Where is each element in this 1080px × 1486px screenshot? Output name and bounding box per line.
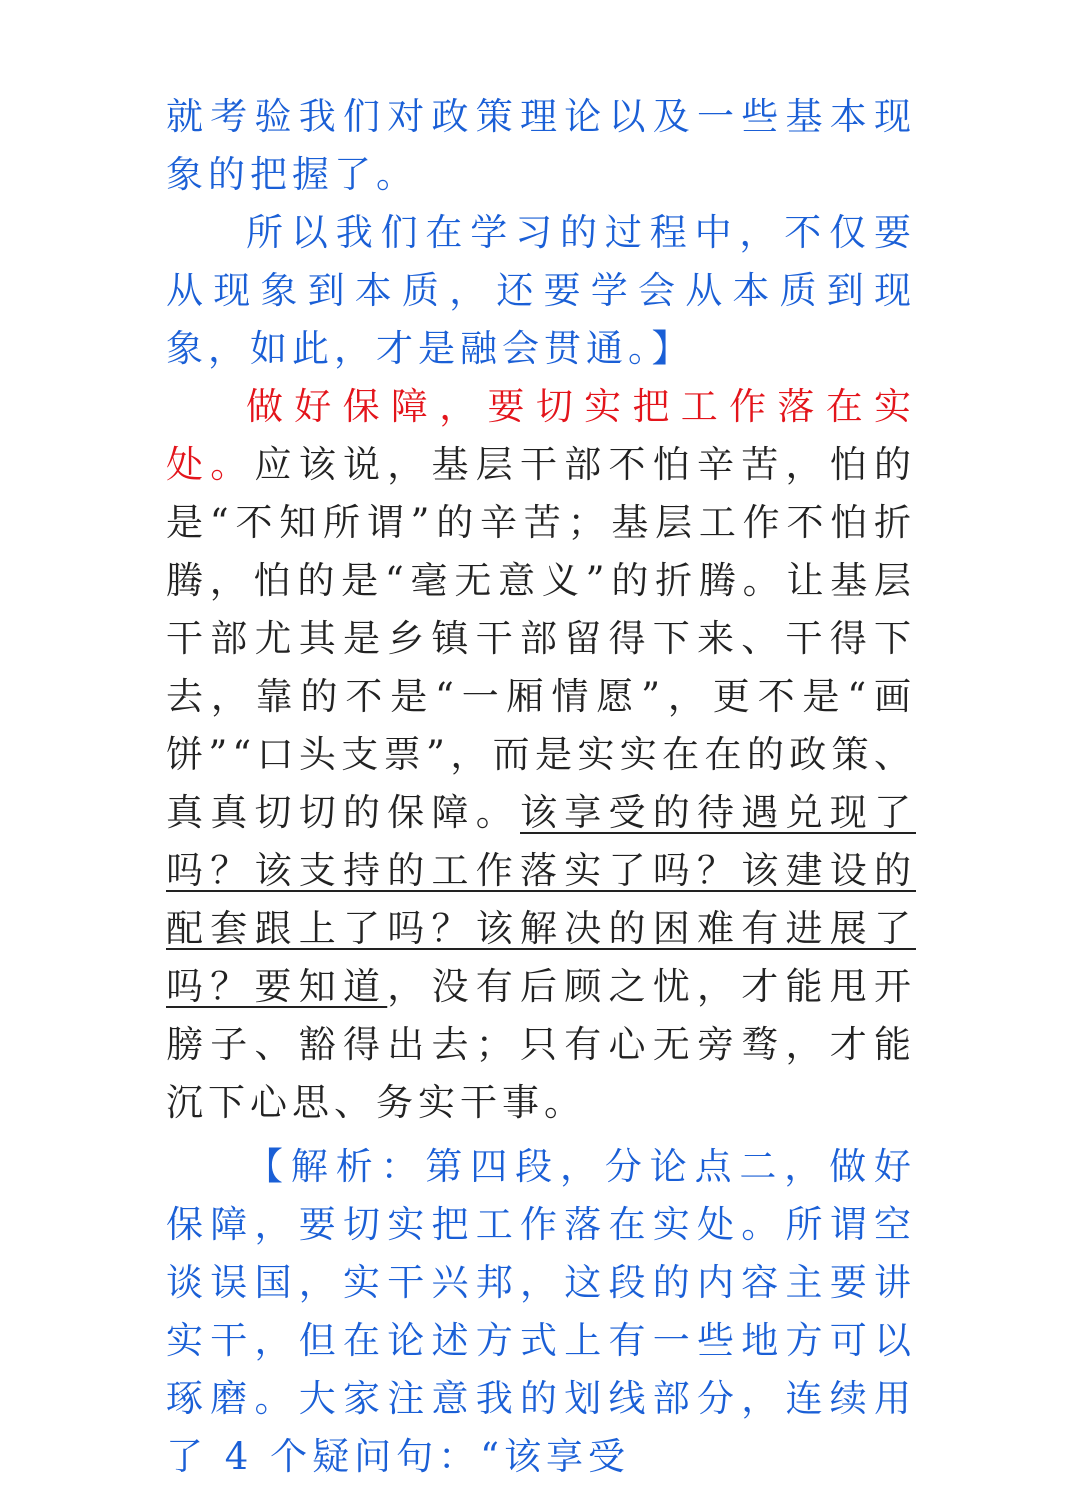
analysis-paragraph-fourth: 【解析：第四段，分论点二，做好保障，要切实把工作落在实处。所谓空谈误国，实干兴邦，这段的内容主要讲实干，但在论述方式上有一些地方可以琢磨。大家注意我的划线部分，连续用了 4 个疑问句：“该享受	[166, 1145, 916, 1478]
underlined-questions: 该享受的待遇兑现了吗？该支持的工作落实了吗？该建设的配套跟上了吗？该解决的困难有进展了吗？要知道	[166, 791, 916, 1008]
analysis-paragraph-continued: 就考验我们对政策理论以及一些基本现象的把握了。	[166, 95, 916, 196]
document-page	[166, 88, 916, 1486]
paragraph-body-end: ，没有后顾之忧，才能甩开膀子、豁得出去；只有心无旁骛，才能沉下心思、务实干事。	[166, 965, 916, 1124]
paragraph-body-start: 应该说，基层干部不怕辛苦，怕的是“不知所谓”的辛苦；基层工作不怕折腾，怕的是“毫无意义”的折腾。让基层干部尤其是乡镇干部留得下来、干得下去，靠的不是“一厢情愿”，更不是“画饼”“口头支票”，而是实实在在的政策、真真切切的保障。	[166, 443, 916, 834]
paragraph-heading: 做好保障，要切实把工作落在实处。	[166, 385, 916, 486]
body-paragraph-safeguard	[166, 378, 916, 1132]
analysis-paragraph-conclusion: 所以我们在学习的过程中，不仅要从现象到本质，还要学会从本质到现象，如此，才是融会贯通。】	[166, 211, 916, 370]
